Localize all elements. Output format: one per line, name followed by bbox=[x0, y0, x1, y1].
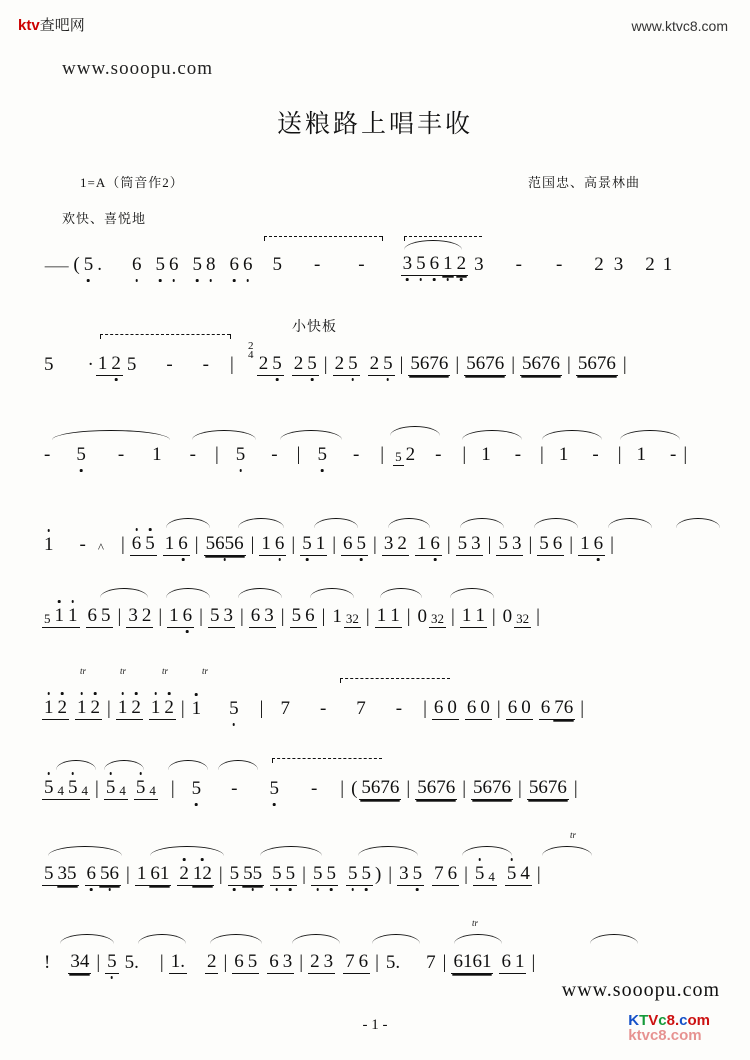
music-system-4 bbox=[42, 508, 720, 562]
key-signature: 1=A（筒音作2） bbox=[80, 175, 184, 190]
composer-credit: 范国忠、高景林曲 bbox=[527, 175, 640, 190]
music-system-9: tr ! 34 | 5 5. | 1. 2 | 6 5 6 3 | 2 3 7 6 | 5. 7 | 6161 6 1 | bbox=[42, 926, 720, 980]
system-4-notes: 1 - ^ | 6 5 1 6 | 5656 | 1 6 | 5 1 | 6 5 | 3 2 1 6 | 5 3 | 5 3 | 5 6 | 1 6 | bbox=[44, 533, 614, 555]
page-number: - 1 - bbox=[362, 1017, 388, 1033]
system-2-notes: 5 · 1 2 5 - - | 2 5 2 5 | 2 5 2 5 | 5676 | 5676 | 5676 | 5676 | bbox=[44, 353, 627, 375]
watermark-top-right: www.ktvc8.com bbox=[631, 18, 728, 34]
music-system-8: tr 5 35 6 56 | 1 61 2 12 | 5 55 5 5 | 5 5 5 5 ) | 3 5 7 6 | 5 4 5 4 | bbox=[42, 838, 720, 892]
watermark-bottom-brand-line2: ktvc8.com bbox=[628, 1027, 702, 1045]
time-signature: 2 4 bbox=[248, 340, 254, 361]
tempo-marking-1: 小快板 bbox=[292, 320, 337, 335]
music-system-1 bbox=[42, 228, 720, 282]
system-3-notes: - 5 - 1 - | 5 - | 5 - | 5 2 - | 1 - | 1 - | 1 - | bbox=[44, 444, 688, 465]
watermark-bottom-url: www.sooopu.com bbox=[561, 979, 720, 1001]
mood-marking: 欢快、喜悦地 bbox=[62, 211, 147, 226]
music-system-5 bbox=[42, 580, 720, 634]
system-8-notes: 5 35 6 56 | 1 61 2 12 | 5 55 5 5 | 5 5 5 5 ) | 3 5 7 6 | 5 4 5 4 | bbox=[44, 863, 541, 885]
system-6-notes: 1 2 1 2 | 1 2 1 2 | 1 5 | 7 - 7 - | 6 0 6 0 | 6 0 6 76 | bbox=[44, 697, 585, 719]
music-system-3 bbox=[42, 418, 720, 472]
music-system-2 bbox=[42, 320, 720, 382]
watermark-top-left-suffix: 查吧网 bbox=[39, 17, 85, 34]
watermark-bottom-brand-line1: KTVc8.com bbox=[628, 1011, 710, 1029]
page-title: 送粮路上唱丰收 bbox=[276, 111, 473, 138]
music-system-7 bbox=[42, 752, 720, 806]
watermark-top-left bbox=[18, 14, 85, 35]
watermark-subtitle-url: www.sooopu.com bbox=[62, 58, 214, 79]
system-7-notes: 5 4 5 4 | 5 4 5 4 | 5 - 5 - | ( 5676 | 5676 | 5676 | 5676 | bbox=[44, 777, 578, 799]
music-system-6: tr tr tr tr 1 2 1 2 | 1 2 1 2 | 1 5 | 7 - 7 - | 6 0 6 0 | 6 0 6 76 | bbox=[42, 672, 720, 726]
watermark-top-left-prefix: ktv bbox=[18, 17, 40, 34]
system-9-notes: ! 34 | 5 5. | 1. 2 | 6 5 6 3 | 2 3 7 6 | 5. 7 | 6161 6 1 | bbox=[44, 951, 536, 973]
system-1-notes: ⸺ ( 5 . 6 5 6 5 8 6 6 5 - - 3 5 6 1 2 3 - - 2 3 2 1 bbox=[44, 253, 673, 275]
system-5-notes: 5 1 1 6 5 | 3 2 | 1 6 | 5 3 | 6 3 | 5 6 | 1 32 | 1 1 | 0 32 | 1 1 | 0 32 | bbox=[44, 605, 540, 627]
